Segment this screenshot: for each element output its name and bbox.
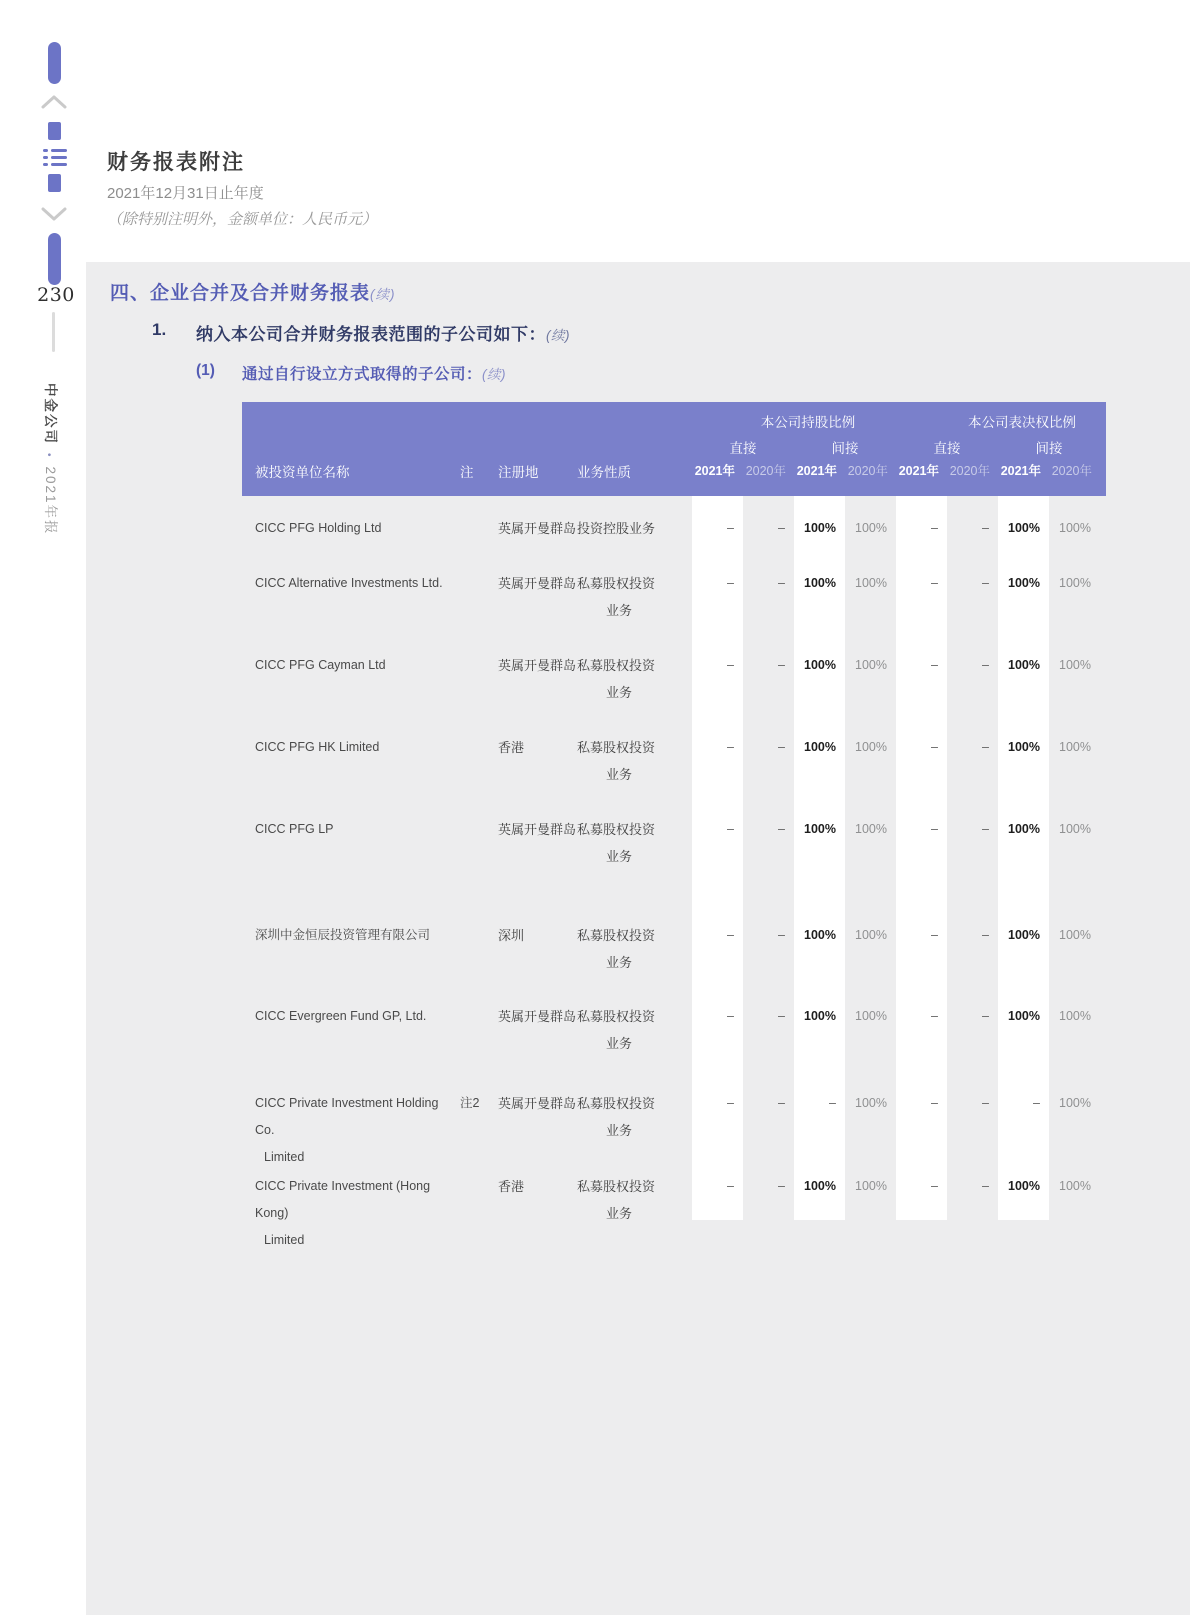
continued-marker: (续) [370,287,396,302]
cell-ratio-value: – [982,1096,989,1110]
cell-ratio-value: 100% [1059,1009,1091,1023]
cell-ratio-value: 100% [855,740,887,754]
cell-investee-name [255,1090,460,1171]
bullet-separator: • [43,453,54,459]
cell-ratio-value: 100% [804,521,836,535]
year-column-header: 2020年 [949,464,990,478]
cell-ratio-value: 100% [804,822,836,836]
year-column-header: 2020年 [745,464,786,478]
item-title: 纳入本公司合并财务报表范围的子公司如下：(续) [196,325,570,344]
reporting-period: 2021年12月31日止年度 [107,185,264,202]
cell-ratio-value: – [727,576,734,590]
cell-ratio-value: – [982,1009,989,1023]
cell-ratio-value: – [778,740,785,754]
cell-ratio-value: 100% [1008,1009,1040,1023]
column-header-name: 被投资单位名称 [255,465,350,480]
cell-registration-place: 英属开曼群岛 [498,1009,577,1024]
cell-ratio-value: 100% [804,1009,836,1023]
sub-item-title: 通过自行设立方式取得的子公司：(续) [242,366,507,383]
cell-ratio-value: 100% [1008,740,1040,754]
business-nature-line2: 业务 [605,955,632,970]
cell-ratio-value: – [829,1096,836,1110]
business-nature-line1: 私募股权投资 [577,740,656,755]
cell-registration-place: 深圳 [498,928,525,943]
chevron-up-icon[interactable] [41,94,67,110]
business-nature-line1: 私募股权投资 [577,1096,656,1111]
cell-business-nature [577,1173,661,1227]
year-column-header: 2020年 [847,464,888,478]
business-nature-line1: 私募股权投资 [577,658,656,673]
report-year-vertical: 2021年报 [43,466,58,536]
cell-ratio-value: – [931,521,938,535]
cell-ratio-value: – [727,1096,734,1110]
cell-ratio-value: – [727,658,734,672]
cell-ratio-value: 100% [1059,1179,1091,1193]
cell-ratio-value: 100% [804,740,836,754]
cell-ratio-value: – [727,1179,734,1193]
cell-ratio-value: 100% [1008,822,1040,836]
cell-business-nature [577,734,661,788]
cell-ratio-value: 100% [1008,521,1040,535]
section-heading-level1 [110,278,396,305]
cell-registration-place: 英属开曼群岛 [498,1096,577,1111]
group-header-voting: 本公司表决权比例 [968,415,1076,430]
cell-ratio-value: 100% [804,576,836,590]
cell-ratio-value: 100% [855,1179,887,1193]
cell-ratio-value: – [982,740,989,754]
table-header [242,402,1106,496]
investee-name-line1: CICC Private Investment (Hong Kong) [255,1179,431,1220]
cell-business-nature [577,816,661,870]
business-nature-line1: 投资控股业务 [577,521,656,536]
business-nature-line2: 业务 [605,849,632,864]
cell-ratio-value: – [982,576,989,590]
cell-ratio-value: – [727,740,734,754]
sub-header-indirect: 间接 [831,441,859,456]
business-nature-line2: 业务 [605,1123,632,1138]
table-body [242,496,1106,1247]
page-number: 230 [37,284,75,306]
sub-header-direct: 直接 [933,441,961,456]
section-heading-level3 [196,362,506,384]
cell-ratio-value: – [931,576,938,590]
cell-ratio-value: 100% [855,658,887,672]
sub-header-direct: 直接 [729,441,757,456]
sidebar-divider [52,312,55,352]
cell-ratio-value: – [778,822,785,836]
cell-ratio-value: – [778,521,785,535]
cell-ratio-value: – [982,658,989,672]
cell-ratio-value: – [931,928,938,942]
sidebar-marker-top [48,122,61,140]
cell-ratio-value: 100% [1059,740,1091,754]
cell-business-nature [577,1090,661,1144]
cell-business-nature [577,652,661,706]
business-nature-line2: 业务 [605,1036,632,1051]
year-column-header: 2020年 [1051,464,1092,478]
business-nature-line1: 私募股权投资 [577,822,656,837]
cell-ratio-value: 100% [1059,521,1091,535]
investee-name-line1: CICC PFG LP [255,822,334,836]
cell-ratio-value: – [931,658,938,672]
year-column-header: 2021年 [1000,464,1041,478]
cell-ratio-value: – [778,928,785,942]
company-name-vertical: 中金公司 [43,383,58,445]
cell-investee-name [255,1173,460,1254]
cell-ratio-value: – [727,1009,734,1023]
cell-ratio-value: 100% [1059,576,1091,590]
column-header-business: 业务性质 [577,465,631,480]
sidebar-vertical-text [42,383,62,536]
cell-registration-place: 英属开曼群岛 [498,822,577,837]
business-nature-line1: 私募股权投资 [577,1179,656,1194]
subsidiaries-table [242,402,1106,1247]
cell-ratio-value: – [1033,1096,1040,1110]
investee-name-line1: CICC PFG HK Limited [255,740,380,754]
cell-ratio-value: 100% [855,521,887,535]
cell-investee-name [255,816,460,843]
section-heading-level2 [152,320,570,345]
sidebar-marker-bottom [48,174,61,192]
investee-name-line2: Limited [264,1150,305,1164]
cell-ratio-value: – [982,1179,989,1193]
page-title: 财务报表附注 [107,149,245,174]
investee-name-line2: Limited [264,1233,305,1247]
cell-ratio-value: 100% [855,576,887,590]
cell-ratio-value: 100% [855,928,887,942]
cell-registration-place: 英属开曼群岛 [498,658,577,673]
cell-ratio-value: 100% [855,1096,887,1110]
column-header-note: 注 [460,465,474,480]
sub-item-number: (1) [196,362,215,379]
sidebar-scrollbar-top [48,42,61,84]
cell-ratio-value: – [982,822,989,836]
investee-name-line1: CICC PFG Cayman Ltd [255,658,386,672]
cell-investee-name [255,922,460,949]
cell-ratio-value: 100% [1059,822,1091,836]
currency-unit-note: （除特别注明外，金额单位：人民币元） [107,211,378,228]
cell-ratio-value: 100% [804,928,836,942]
cell-ratio-value: 100% [855,1009,887,1023]
cell-ratio-value: 100% [1059,658,1091,672]
business-nature-line2: 业务 [605,767,632,782]
business-nature-line2: 业务 [605,685,632,700]
cell-ratio-value: – [931,740,938,754]
cell-investee-name [255,734,460,761]
cell-investee-name [255,1003,460,1030]
group-header-shareholding: 本公司持股比例 [760,415,856,430]
business-nature-line1: 私募股权投资 [577,928,656,943]
table-of-contents-icon[interactable] [43,149,67,167]
investee-name-line1: 深圳中金恒辰投资管理有限公司 [255,928,431,942]
year-column-header: 2021年 [796,464,837,478]
item-number: 1. [152,320,167,339]
year-column-header: 2021年 [694,464,735,478]
continued-marker: (续) [546,328,570,343]
cell-ratio-value: – [778,1009,785,1023]
cell-ratio-value: – [982,521,989,535]
cell-ratio-value: 100% [1059,928,1091,942]
business-nature-line1: 私募股权投资 [577,576,656,591]
cell-ratio-value: – [778,1179,785,1193]
cell-ratio-value: – [778,658,785,672]
cell-note-ref: 注2 [460,1096,480,1110]
cell-registration-place: 英属开曼群岛 [498,521,577,536]
cell-ratio-value: 100% [1008,658,1040,672]
cell-ratio-value: 100% [1008,576,1040,590]
cell-registration-place: 英属开曼群岛 [498,576,577,591]
cell-ratio-value: – [931,1179,938,1193]
cell-business-nature [577,1003,661,1057]
cell-ratio-value: – [778,1096,785,1110]
cell-ratio-value: – [727,521,734,535]
cell-ratio-value: 100% [855,822,887,836]
business-nature-line2: 业务 [605,1206,632,1221]
cell-ratio-value: – [931,1096,938,1110]
cell-ratio-value: – [931,1009,938,1023]
cell-investee-name [255,570,460,597]
cell-business-nature [577,570,661,624]
cell-registration-place: 香港 [498,1179,525,1194]
cell-investee-name [255,652,460,679]
cell-investee-name [255,515,460,542]
continued-marker: (续) [482,367,507,382]
cell-ratio-value: – [727,928,734,942]
section-title: 企业合并及合并财务报表 [150,283,371,304]
cell-ratio-value: 100% [804,1179,836,1193]
cell-ratio-value: – [982,928,989,942]
sub-header-indirect: 间接 [1035,441,1063,456]
cell-registration-place: 香港 [498,740,525,755]
sidebar-scrollbar-bottom [48,233,61,285]
chevron-down-icon[interactable] [41,206,67,222]
investee-name-line1: CICC Private Investment Holding Co. [255,1096,439,1137]
year-column-header: 2021年 [898,464,939,478]
cell-business-nature [577,515,661,542]
cell-business-nature [577,922,661,976]
investee-name-line1: CICC Alternative Investments Ltd. [255,576,443,590]
cell-ratio-value: 100% [1059,1096,1091,1110]
cell-ratio-value: – [727,822,734,836]
investee-name-line1: CICC PFG Holding Ltd [255,521,382,535]
business-nature-line2: 业务 [605,603,632,618]
column-header-registration: 注册地 [498,465,539,480]
section-prefix: 四、 [110,283,151,304]
cell-ratio-value: 100% [1008,1179,1040,1193]
cell-ratio-value: 100% [804,658,836,672]
investee-name-line1: CICC Evergreen Fund GP, Ltd. [255,1009,427,1023]
cell-ratio-value: – [778,576,785,590]
business-nature-line1: 私募股权投资 [577,1009,656,1024]
cell-ratio-value: – [931,822,938,836]
cell-ratio-value: 100% [1008,928,1040,942]
